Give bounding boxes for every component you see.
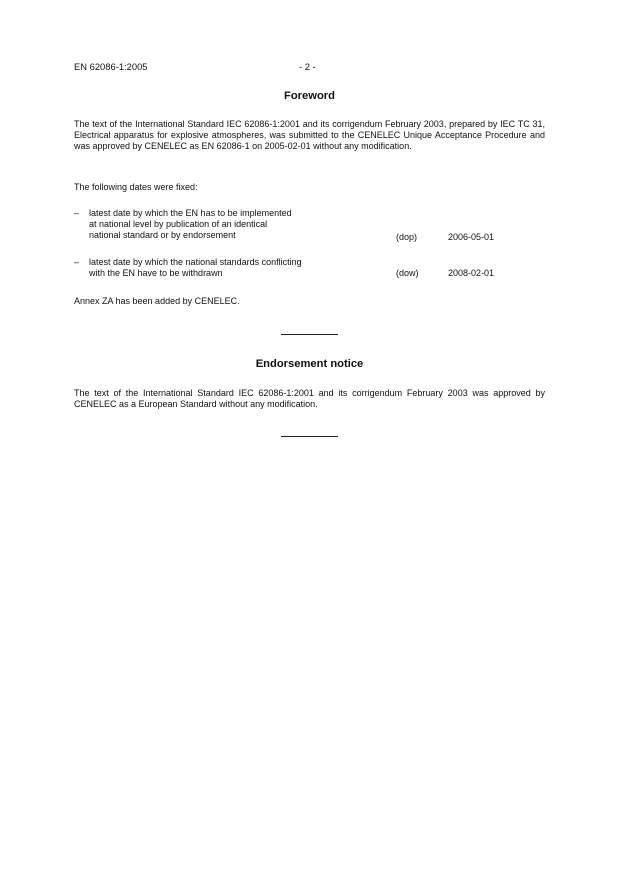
foreword-paragraph: The text of the International Standard IEC 62086-1:2001 and its corrigendum February 2003, prepared by IEC TC 31, Electrical apparatus for explosive atmospheres, was submitted to the CENELEC Unique Acceptance Procedure and was approved by CENELEC as EN 62086-1 on 2005-02-01 without any modification. [74, 119, 545, 151]
dop-description [89, 208, 359, 240]
dow-description-line: latest date by which the national standards conflicting [89, 257, 302, 267]
dow-description [89, 257, 359, 279]
dop-description-line: latest date by which the EN has to be implemented [89, 208, 292, 218]
endorsement-paragraph: The text of the International Standard IEC 62086-1:2001 and its corrigendum February 2003 was approved by CENELEC as a European Standard without any modification. [74, 388, 545, 409]
header-page-number: - 2 - [299, 61, 316, 72]
endorsement-title: Endorsement notice [255, 358, 364, 370]
list-bullet: – [74, 257, 80, 267]
section-divider [281, 436, 338, 437]
dow-description-line: with the EN have to be withdrawn [89, 267, 223, 278]
header-document-id: EN 62086-1:2005 [74, 61, 148, 72]
dates-intro: The following dates were fixed: [74, 182, 198, 192]
list-bullet: – [74, 208, 80, 218]
annex-note: Annex ZA has been added by CENELEC. [74, 296, 240, 306]
dop-description-line: national standard or by endorsement [89, 229, 236, 240]
dop-description-line: at national level by publication of an identical [89, 218, 268, 229]
section-divider [281, 334, 338, 335]
dop-abbreviation: (dop) [396, 232, 418, 242]
dow-date: 2008-02-01 [448, 268, 495, 278]
dop-date: 2006-05-01 [448, 232, 495, 242]
foreword-title: Foreword [284, 90, 335, 102]
dow-abbreviation: (dow) [396, 268, 419, 278]
